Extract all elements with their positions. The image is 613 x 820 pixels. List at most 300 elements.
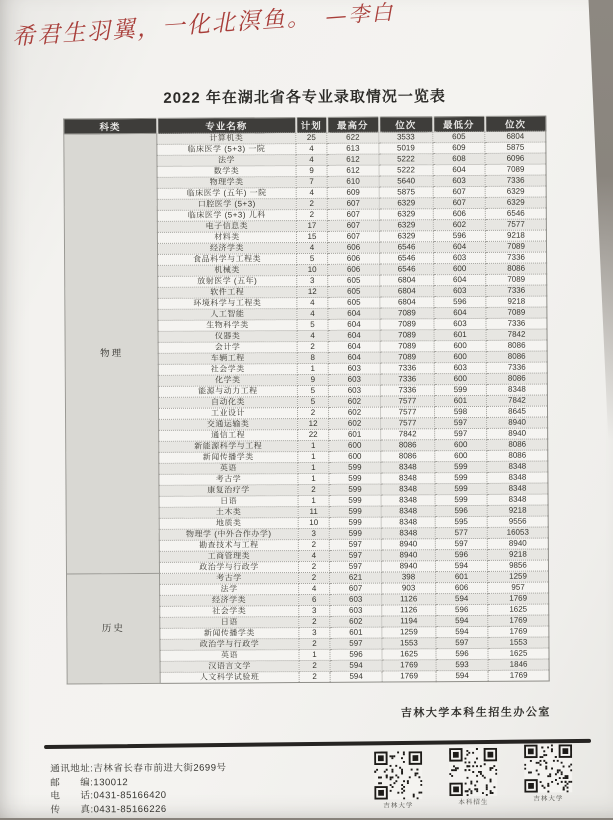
table-cell: 8348 — [381, 506, 435, 517]
table-cell: 608 — [433, 153, 485, 164]
table-cell: 3 — [299, 627, 330, 638]
table-cell: 1769 — [488, 670, 549, 681]
table-cell: 5 — [297, 396, 328, 407]
table-cell: 605 — [433, 131, 485, 142]
table-cell: 工商管理类 — [159, 551, 298, 563]
table-cell: 604 — [434, 274, 486, 285]
table-cell: 8348 — [486, 384, 547, 395]
table-cell: 607 — [327, 209, 379, 220]
table-cell: 606 — [436, 582, 488, 593]
table-cell: 903 — [382, 583, 436, 594]
table-cell: 康复治疗学 — [159, 485, 298, 497]
table-cell: 3533 — [379, 132, 433, 143]
table-cell: 7089 — [380, 319, 434, 330]
qr-item — [524, 744, 572, 808]
table-cell: 自动化类 — [158, 397, 297, 409]
table-cell: 6329 — [485, 186, 546, 197]
table-cell: 7089 — [380, 352, 434, 363]
table-cell: 1126 — [382, 594, 436, 605]
table-cell: 603 — [434, 252, 486, 263]
table-cell: 7842 — [486, 329, 547, 340]
table-cell: 放射医学 (五年) — [158, 276, 297, 288]
table-cell: 602 — [329, 418, 381, 429]
table-cell: 603 — [434, 318, 486, 329]
column-header: 计划 — [296, 117, 327, 132]
table-cell: 599 — [329, 517, 381, 528]
table-cell: 600 — [434, 373, 486, 384]
table-cell: 软件工程 — [158, 287, 297, 299]
table-cell: 594 — [436, 593, 488, 604]
table-cell: 土木类 — [159, 507, 298, 519]
table-cell: 594 — [436, 626, 488, 637]
table-cell: 597 — [435, 417, 487, 428]
table-cell: 613 — [327, 143, 379, 154]
table-cell: 603 — [328, 385, 380, 396]
table-cell: 7336 — [486, 285, 547, 296]
category-cell: 物理 — [64, 133, 160, 574]
column-header: 专业名称 — [157, 118, 296, 134]
table-cell: 577 — [435, 527, 487, 538]
table-cell: 7577 — [485, 219, 546, 230]
table-cell: 2 — [298, 539, 329, 550]
table-cell: 22 — [298, 429, 329, 440]
table-cell: 5875 — [379, 187, 433, 198]
table-cell: 通信工程 — [159, 430, 298, 442]
table-cell: 8 — [297, 352, 328, 363]
table-cell: 7336 — [380, 363, 434, 374]
table-cell: 1259 — [487, 571, 548, 582]
table-cell: 新能源科学与工程 — [159, 441, 298, 453]
table-cell: 607 — [327, 198, 379, 209]
table-cell: 能源与动力工程 — [158, 386, 297, 398]
table-cell: 3 — [298, 528, 329, 539]
table-cell: 5019 — [379, 143, 433, 154]
table-cell: 1 — [297, 363, 328, 374]
table-cell: 1 — [299, 649, 330, 660]
table-cell: 7089 — [380, 330, 434, 341]
table-cell: 602 — [433, 219, 485, 230]
table-cell: 600 — [329, 451, 381, 462]
table-cell: 人文科学试验班 — [160, 672, 299, 684]
table-cell: 7336 — [486, 252, 547, 263]
table-cell: 8348 — [487, 472, 548, 483]
table-cell: 599 — [329, 506, 381, 517]
contact-block — [50, 761, 227, 816]
table-cell: 2 — [297, 407, 328, 418]
table-cell: 6329 — [379, 231, 433, 242]
table-cell: 9 — [297, 374, 328, 385]
table-cell: 6804 — [380, 297, 434, 308]
table-cell: 609 — [327, 187, 379, 198]
table-cell: 607 — [327, 220, 379, 231]
table-cell: 601 — [434, 395, 486, 406]
table-cell: 597 — [330, 638, 382, 649]
table-cell: 电子信息类 — [157, 221, 296, 233]
table-cell: 6 — [299, 594, 330, 605]
table-cell: 8940 — [487, 538, 548, 549]
table-cell: 生物科学类 — [158, 320, 297, 332]
handwritten-note — [11, 0, 396, 52]
table-cell: 8348 — [487, 483, 548, 494]
table-cell: 9856 — [487, 560, 548, 571]
contact-line-fax: 传 真:0431-85166226 — [50, 803, 167, 816]
table-cell: 6546 — [485, 208, 546, 219]
table-cell: 8348 — [487, 461, 548, 472]
table-cell: 6329 — [379, 198, 433, 209]
table-cell: 605 — [328, 286, 380, 297]
table-cell: 7336 — [486, 318, 547, 329]
table-cell: 1 — [298, 440, 329, 451]
table-cell: 4 — [296, 154, 327, 165]
table-cell: 6804 — [485, 131, 546, 142]
qr-item — [374, 751, 422, 809]
table-cell: 8086 — [486, 373, 547, 384]
table-cell: 604 — [328, 352, 380, 363]
table-cell: 数学类 — [157, 166, 296, 178]
table-cell: 法学 — [160, 584, 299, 596]
table-cell: 9 — [296, 165, 327, 176]
table-cell: 594 — [330, 660, 382, 671]
table-cell: 1769 — [488, 615, 549, 626]
table-cell: 603 — [330, 594, 382, 605]
table-cell: 8348 — [381, 517, 435, 528]
table-cell: 7336 — [380, 385, 434, 396]
table-cell: 6546 — [380, 253, 434, 264]
table-cell: 600 — [434, 351, 486, 362]
table-cell: 8645 — [486, 406, 547, 417]
table-cell: 5875 — [485, 142, 546, 153]
table-cell: 7089 — [380, 308, 434, 319]
table-cell: 597 — [435, 538, 487, 549]
table-cell: 7089 — [380, 341, 434, 352]
table-cell: 6329 — [379, 209, 433, 220]
table-cell: 597 — [436, 637, 488, 648]
table-cell: 8348 — [487, 494, 548, 505]
divider-rule — [44, 739, 591, 749]
table-cell: 2 — [299, 616, 330, 627]
table-cell: 602 — [328, 407, 380, 418]
table-cell: 599 — [434, 384, 486, 395]
table-cell: 610 — [327, 176, 379, 187]
table-cell: 602 — [328, 396, 380, 407]
table-cell: 7089 — [486, 274, 547, 285]
table-cell: 605 — [328, 297, 380, 308]
table-cell: 9218 — [487, 505, 548, 516]
table-cell: 12 — [297, 286, 328, 297]
table-cell: 7842 — [381, 429, 435, 440]
table-cell: 1625 — [488, 648, 549, 659]
table-cell: 6546 — [379, 242, 433, 253]
qr-label: 吉林大学 — [383, 802, 414, 810]
table-cell: 606 — [433, 208, 485, 219]
table-cell: 600 — [434, 340, 486, 351]
table-cell: 596 — [433, 230, 485, 241]
table-cell: 汉语言文学 — [160, 661, 299, 673]
column-header: 最低分 — [433, 116, 485, 131]
signature: 吉林大学本科生招生办公室 — [400, 706, 551, 720]
table-cell: 1553 — [382, 638, 436, 649]
table-cell: 604 — [434, 307, 486, 318]
table-cell: 10 — [298, 517, 329, 528]
table-cell: 8348 — [381, 484, 435, 495]
table-cell: 1 — [298, 495, 329, 506]
table-cell: 398 — [381, 572, 435, 583]
table-cell: 599 — [435, 483, 487, 494]
table-cell: 日语 — [160, 617, 299, 629]
contact-line-address: 通讯地址:吉林省长春市前进大街2699号 — [50, 762, 227, 775]
column-header: 位次 — [379, 117, 433, 132]
table-cell: 607 — [433, 197, 485, 208]
table-cell: 9556 — [487, 516, 548, 527]
table-cell: 2 — [297, 341, 328, 352]
table-cell: 8348 — [381, 495, 435, 506]
table-cell: 599 — [329, 495, 381, 506]
table-cell: 606 — [327, 242, 379, 253]
table-cell: 6329 — [379, 220, 433, 231]
qr-code-icon — [374, 751, 422, 799]
table-cell: 8086 — [487, 439, 548, 450]
table-cell: 物理学类 — [157, 177, 296, 189]
table-cell: 8086 — [486, 340, 547, 351]
table-cell: 1 — [298, 473, 329, 484]
table-cell: 599 — [435, 472, 487, 483]
table-cell: 604 — [328, 341, 380, 352]
table-cell: 8348 — [381, 462, 435, 473]
table-cell: 599 — [329, 528, 381, 539]
table-cell: 车辆工程 — [158, 353, 297, 365]
table-cell: 1769 — [382, 671, 436, 682]
contact-line-phone: 电 话:0431-85166420 — [50, 789, 167, 802]
handwritten-attribution: —李白 — [324, 0, 396, 29]
column-header: 科类 — [64, 118, 157, 134]
table-cell: 601 — [434, 329, 486, 340]
table-cell: 仪器类 — [158, 331, 297, 343]
table-cell: 7842 — [486, 395, 547, 406]
table-cell: 600 — [434, 263, 486, 274]
table-cell: 4 — [297, 297, 328, 308]
table-cell: 8940 — [487, 417, 548, 428]
table-cell: 5222 — [379, 154, 433, 165]
table-cell: 1194 — [382, 616, 436, 627]
table-cell: 603 — [434, 285, 486, 296]
table-cell: 957 — [488, 582, 549, 593]
table-cell: 607 — [327, 231, 379, 242]
table-cell: 9218 — [487, 549, 548, 560]
table-cell: 606 — [328, 253, 380, 264]
table-cell: 1259 — [382, 627, 436, 638]
table-cell: 596 — [434, 296, 486, 307]
table-cell: 计算机类 — [157, 133, 296, 145]
table-cell: 8940 — [487, 428, 548, 439]
table-cell: 4 — [296, 187, 327, 198]
table-cell: 6804 — [380, 286, 434, 297]
table-cell: 7336 — [486, 362, 547, 373]
table-cell: 5222 — [379, 165, 433, 176]
column-header: 位次 — [485, 116, 546, 131]
table-cell: 599 — [329, 484, 381, 495]
table-cell: 英语 — [160, 650, 299, 662]
table-cell: 8940 — [381, 539, 435, 550]
table-cell: 7089 — [485, 164, 546, 175]
qr-item — [449, 748, 497, 809]
qr-code-group — [374, 750, 572, 809]
table-cell: 法学 — [157, 155, 296, 167]
table-cell: 597 — [329, 550, 381, 561]
table-cell: 5 — [297, 385, 328, 396]
table-cell: 8086 — [487, 450, 548, 461]
handwritten-quote: 希君生羽翼，一化北溟鱼。 — [11, 4, 313, 51]
column-header: 最高分 — [327, 117, 379, 132]
category-cell: 历史 — [67, 573, 161, 684]
table-cell: 25 — [296, 132, 327, 143]
table-cell: 603 — [433, 175, 485, 186]
table-cell: 601 — [330, 627, 382, 638]
qr-label: 本科招生 — [458, 798, 489, 807]
table-cell: 596 — [330, 649, 382, 660]
table-cell: 环境科学与工程类 — [158, 298, 297, 310]
table-cell: 1553 — [488, 637, 549, 648]
table-cell: 3 — [299, 605, 330, 616]
table-cell: 9218 — [486, 296, 547, 307]
table-cell: 596 — [435, 505, 487, 516]
table-cell: 2 — [298, 572, 329, 583]
table-cell: 经济学类 — [160, 595, 299, 607]
table-cell: 599 — [435, 494, 487, 505]
table-cell: 7336 — [485, 175, 546, 186]
table-cell: 新闻传播学类 — [159, 452, 298, 464]
table-cell: 599 — [329, 473, 381, 484]
table-cell: 2 — [296, 209, 327, 220]
table-cell: 物理学 (中外合作办学) — [159, 529, 298, 541]
table-cell: 602 — [330, 616, 382, 627]
table-cell: 9218 — [485, 230, 546, 241]
table-cell: 10 — [297, 264, 328, 275]
table-cell: 593 — [436, 659, 488, 670]
table-cell: 597 — [329, 539, 381, 550]
table-cell: 勘查技术与工程 — [159, 540, 298, 552]
table-cell: 7089 — [486, 307, 547, 318]
table-cell: 606 — [328, 264, 380, 275]
table-cell: 7577 — [380, 407, 434, 418]
table-cell: 599 — [435, 461, 487, 472]
table-cell: 2 — [299, 638, 330, 649]
table-cell: 1625 — [382, 649, 436, 660]
table-cell: 机械类 — [158, 265, 297, 277]
table-cell: 604 — [328, 308, 380, 319]
table-cell: 12 — [298, 418, 329, 429]
table-cell: 5640 — [379, 176, 433, 187]
table-cell: 622 — [327, 132, 379, 143]
table-cell: 考古学 — [160, 573, 299, 585]
table-cell: 政治学与行政学 — [159, 562, 298, 574]
table-cell: 15 — [296, 231, 327, 242]
table-cell: 594 — [435, 560, 487, 571]
qr-code-icon — [524, 744, 572, 792]
table-cell: 社会学类 — [158, 364, 297, 376]
table-cell: 604 — [433, 164, 485, 175]
table-cell: 考古学 — [159, 474, 298, 486]
table-cell: 594 — [330, 671, 382, 682]
table-cell: 1846 — [488, 659, 549, 670]
table-cell: 地质类 — [159, 518, 298, 530]
table-cell: 1769 — [488, 593, 549, 604]
table-cell: 2 — [298, 561, 329, 572]
table-cell: 6546 — [380, 264, 434, 275]
table-cell: 6096 — [485, 153, 546, 164]
table-cell: 7577 — [381, 418, 435, 429]
table-cell: 8348 — [381, 528, 435, 539]
table-cell: 601 — [435, 571, 487, 582]
table-cell: 7 — [296, 176, 327, 187]
table-cell: 4 — [296, 143, 327, 154]
table-cell: 594 — [436, 615, 488, 626]
table-cell: 603 — [434, 362, 486, 373]
table-cell: 600 — [435, 439, 487, 450]
table-cell: 605 — [328, 275, 380, 286]
table-cell: 621 — [329, 572, 381, 583]
table-cell: 596 — [436, 648, 488, 659]
page-title: 2022 年在湖北省各专业录取情况一览表 — [163, 88, 446, 107]
table-cell: 口腔医学 (5+3) — [157, 199, 296, 211]
table-cell: 5 — [297, 319, 328, 330]
table-cell: 5 — [297, 253, 328, 264]
table-cell: 政治学与行政学 — [160, 639, 299, 651]
contact-line-zip: 邮 编:130012 — [50, 776, 129, 789]
table-cell: 604 — [328, 319, 380, 330]
table-cell: 1769 — [382, 660, 436, 671]
table-cell: 598 — [434, 406, 486, 417]
table-cell: 工业设计 — [158, 408, 297, 420]
table-cell: 604 — [328, 330, 380, 341]
table-cell: 1 — [298, 462, 329, 473]
table-cell: 594 — [436, 670, 488, 681]
table-cell: 临床医学 (5+3) 儿科 — [157, 210, 296, 222]
table-cell: 英语 — [159, 463, 298, 475]
table-cell: 603 — [328, 363, 380, 374]
table-cell: 603 — [328, 374, 380, 385]
table-cell: 597 — [329, 561, 381, 572]
table-cell: 2 — [298, 484, 329, 495]
table-cell: 11 — [298, 506, 329, 517]
table-cell: 600 — [435, 450, 487, 461]
table-cell: 化学类 — [158, 375, 297, 387]
table-cell: 609 — [433, 142, 485, 153]
table-cell: 6329 — [485, 197, 546, 208]
table-cell: 597 — [435, 428, 487, 439]
table-cell: 8086 — [381, 440, 435, 451]
table-cell: 599 — [329, 462, 381, 473]
table-cell: 604 — [433, 241, 485, 252]
table-cell: 社会学类 — [160, 606, 299, 618]
table-cell: 1769 — [488, 626, 549, 637]
table-cell: 材料类 — [157, 232, 296, 244]
table-cell: 607 — [433, 186, 485, 197]
table-cell: 8348 — [381, 473, 435, 484]
table-cell: 交通运输类 — [159, 419, 298, 431]
table-cell: 4 — [297, 330, 328, 341]
table-cell: 8086 — [486, 263, 547, 274]
table-cell: 596 — [436, 604, 488, 615]
table-cell: 7089 — [485, 241, 546, 252]
table-cell: 17 — [296, 220, 327, 231]
table-cell: 食品科学与工程类 — [158, 254, 297, 266]
table-cell: 会计学 — [158, 342, 297, 354]
table-cell: 612 — [327, 154, 379, 165]
table-cell: 人工智能 — [158, 309, 297, 321]
table-cell: 3 — [297, 275, 328, 286]
table-cell: 596 — [435, 549, 487, 560]
table-cell: 临床医学 (5+3) 一院 — [157, 144, 296, 156]
